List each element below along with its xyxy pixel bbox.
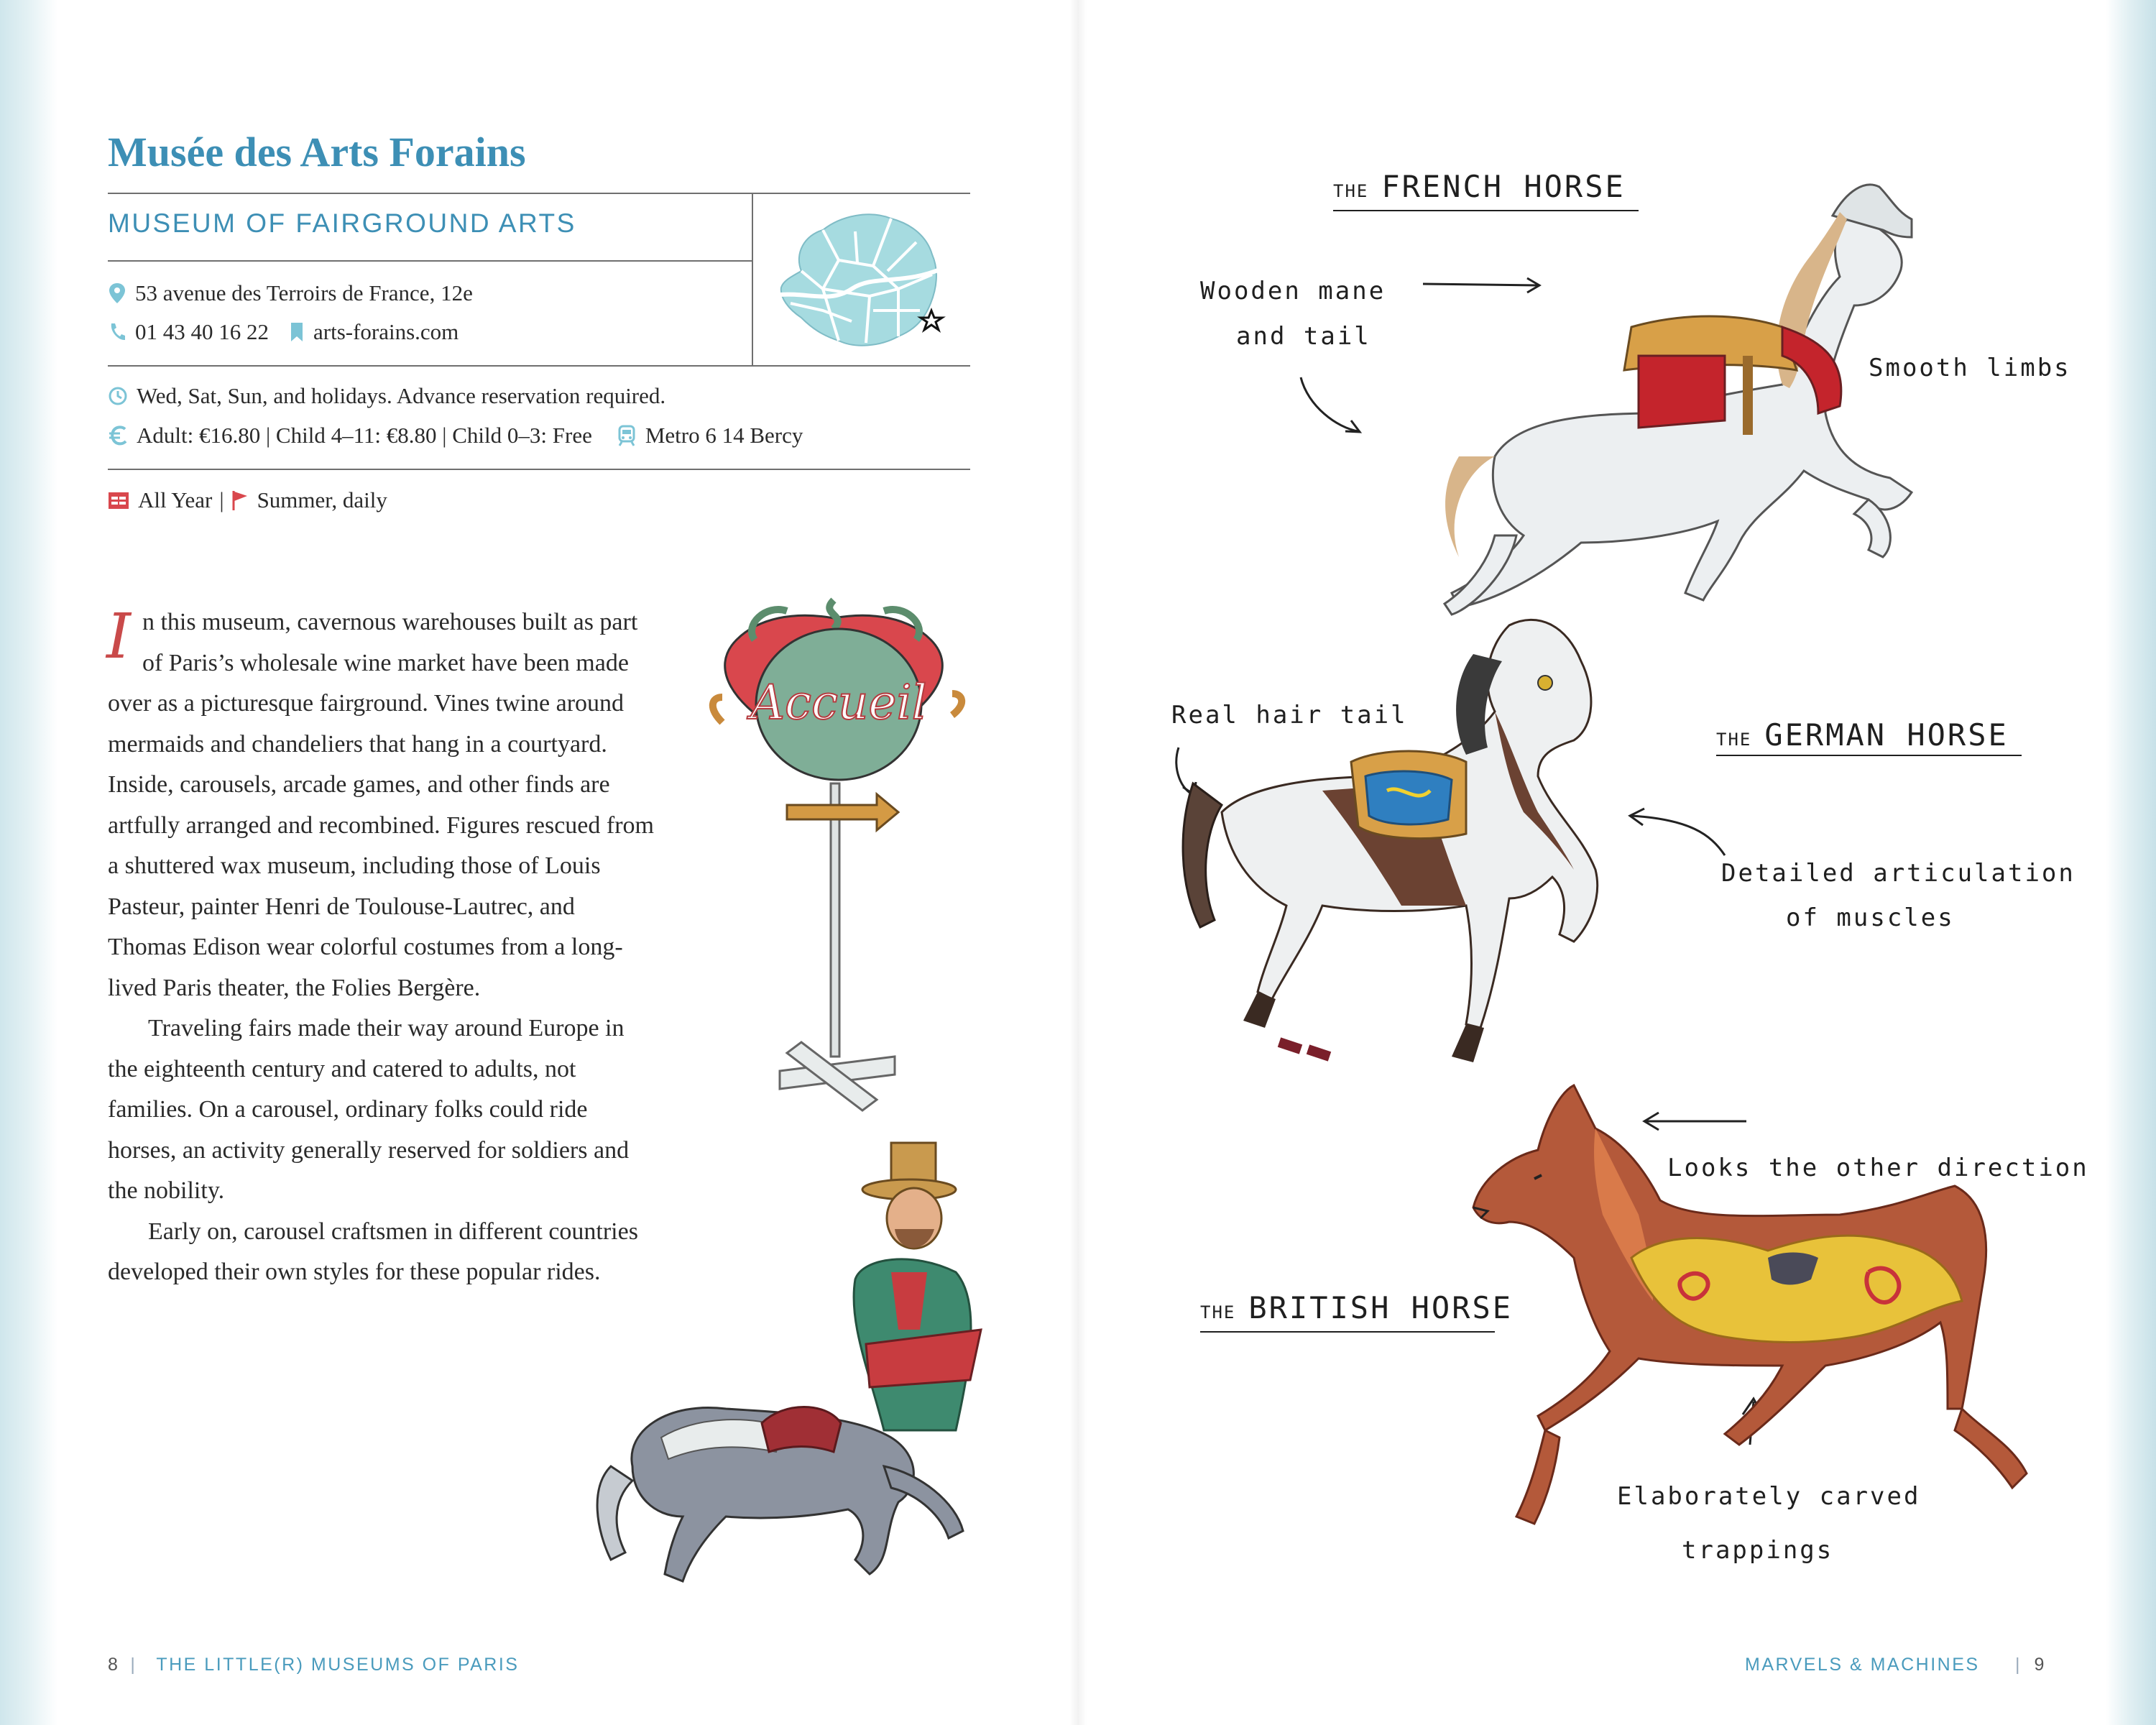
british-the: THE — [1200, 1302, 1236, 1322]
address: 53 avenue des Terroirs de France, 12e — [135, 280, 473, 305]
page-title: Musée des Arts Forains — [108, 129, 526, 175]
divider-top — [108, 193, 970, 194]
page-edge-left — [0, 0, 57, 1725]
contact-row — [108, 319, 459, 345]
flag-icon — [231, 489, 249, 511]
drop-cap: I — [106, 601, 131, 673]
divider-bottom — [108, 469, 970, 470]
footer-right-sep: | — [2015, 1655, 2022, 1675]
phone-icon — [108, 321, 126, 343]
book-title: THE LITTLE(R) MUSEUMS OF PARIS — [156, 1655, 520, 1675]
divider-sub — [108, 260, 752, 262]
accueil-sign-illustration — [679, 597, 995, 1121]
page-edge-right — [2106, 0, 2156, 1725]
german-horse-illustration — [1164, 597, 1739, 1100]
paragraph-2: Traveling fairs made their way around Europe in the eighteenth century and catered to adults, not families. On a carousel, ordinary folks could ride horses, an activity generally reserved for soldiers and the nobility. — [108, 1015, 630, 1204]
prices: Adult: €16.80 | Child 4–11: €8.80 | Child 0–3: Free — [137, 423, 592, 448]
book-gutter — [1069, 0, 1087, 1725]
season-row — [108, 487, 387, 513]
season-separator: | — [219, 487, 224, 512]
german-horse-heading — [1716, 717, 2009, 753]
paris-map-icon — [773, 203, 952, 357]
german-underline — [1716, 755, 2022, 756]
paragraph-3: Early on, carousel craftsmen in different countries developed their own styles for these popular rides. — [108, 1218, 638, 1285]
paragraph-1 — [108, 602, 654, 1008]
french-the: THE — [1333, 181, 1369, 201]
footer-right — [1745, 1655, 2044, 1675]
phone: 01 43 40 16 22 — [135, 319, 269, 344]
sign-text: Accueil — [750, 675, 927, 730]
page-number-left: 8 — [108, 1655, 118, 1675]
french-name: FRENCH HORSE — [1381, 169, 1626, 204]
rider-horse-illustration — [582, 1128, 1013, 1603]
german-note-tail: Real hair tail — [1171, 701, 1408, 730]
french-note-mane-1: Wooden mane — [1200, 277, 1386, 305]
clock-icon — [108, 386, 128, 406]
footer-left-sep: | — [130, 1655, 137, 1675]
prices-row — [108, 423, 803, 448]
british-note-direction: Looks the other direction — [1667, 1154, 2089, 1182]
divider-vertical — [752, 193, 753, 365]
footer-left — [108, 1655, 520, 1675]
divider-mid — [108, 365, 970, 367]
british-underline — [1200, 1331, 1495, 1333]
french-note-mane-2: and tail — [1236, 322, 1371, 351]
website-link[interactable]: arts-forains.com — [313, 319, 459, 344]
british-note-trappings-1: Elaborately carved — [1617, 1482, 1921, 1511]
metro-icon — [617, 425, 637, 446]
british-name: BRITISH HORSE — [1248, 1290, 1514, 1325]
season-all-year: All Year — [138, 487, 213, 512]
transit: Metro 6 14 Bercy — [645, 423, 803, 448]
article-body — [108, 602, 654, 1293]
hours: Wed, Sat, Sun, and holidays. Advance reservation required. — [137, 383, 666, 408]
british-note-trappings-2: trappings — [1682, 1536, 1834, 1565]
german-the: THE — [1716, 730, 1752, 750]
location-pin-icon — [108, 282, 126, 304]
address-row — [108, 280, 473, 306]
british-horse-illustration — [1466, 1071, 2084, 1545]
bookmark-icon — [289, 321, 305, 343]
german-note-muscles-1: Detailed articulation — [1721, 859, 2076, 888]
chapter-title: MARVELS & MACHINES — [1745, 1655, 1980, 1675]
hours-row — [108, 383, 665, 409]
paragraph-1-text: n this museum, cavernous warehouses built as part of Paris’s wholesale wine market have been made over as a picturesque fairground. Vines twine around mermaids and chandeliers that hang in a courtyard. Inside, carousels, arcade games, and other finds are artfully arranged and recombined. Figures rescued from a shuttered wax museum, including those of Louis Pasteur, painter Henri de Toulouse-Lautrec, and Thomas Edison wear colorful costumes from a long-lived Paris theater, the Folies Bergère. — [108, 609, 654, 1001]
season-summer: Summer, daily — [257, 487, 387, 512]
euro-icon — [108, 425, 128, 446]
german-name: GERMAN HORSE — [1764, 717, 2009, 753]
subtitle: MUSEUM OF FAIRGROUND ARTS — [108, 208, 576, 238]
french-note-limbs: Smooth limbs — [1869, 354, 2071, 382]
calendar-icon — [108, 490, 129, 510]
page-number-right: 9 — [2034, 1655, 2045, 1675]
french-horse-illustration — [1279, 111, 1926, 647]
german-note-muscles-2: of muscles — [1786, 903, 1955, 932]
